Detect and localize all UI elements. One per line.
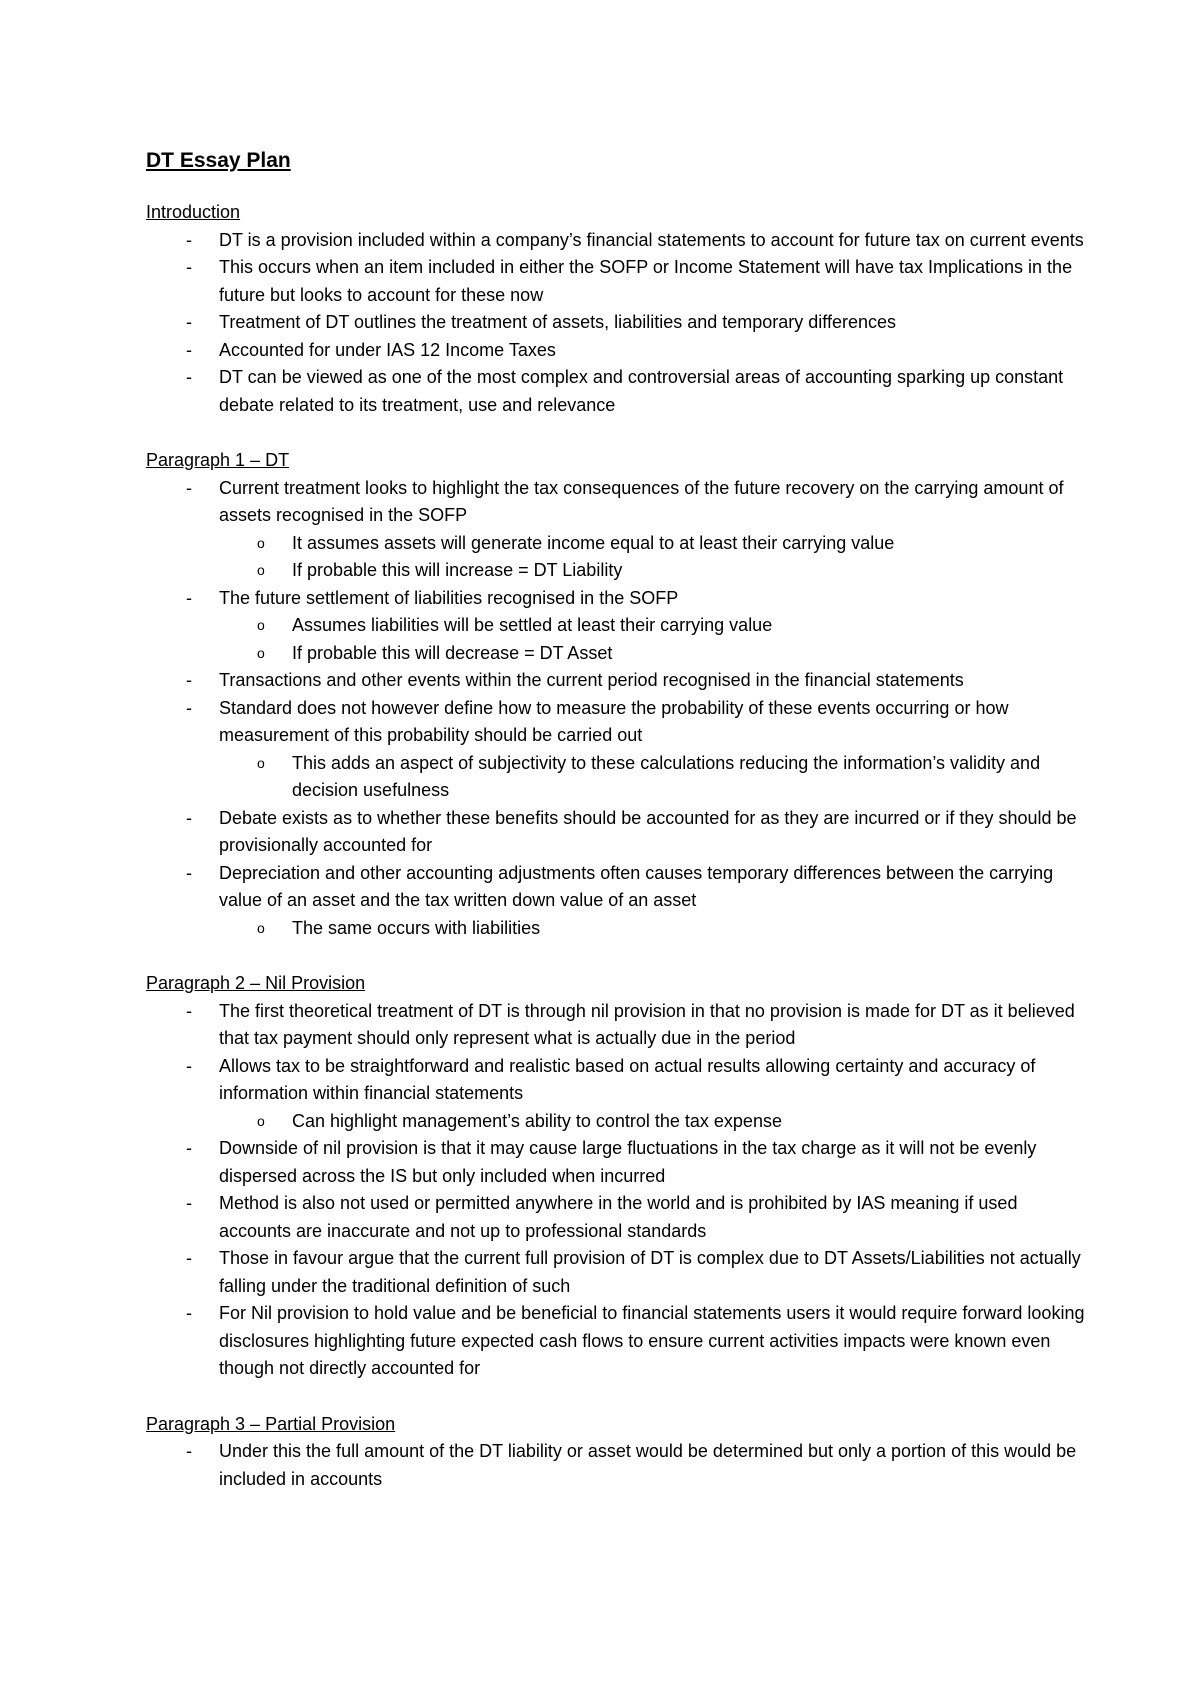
sub-bullet-item [219, 530, 1086, 558]
bullet-list [146, 475, 1086, 943]
sub-bullet-item [219, 915, 1086, 943]
bullet-text: Standard does not however define how to measure the probability of these events occurring or how measurement of this probability should be carried out [219, 697, 1009, 745]
bullet-item [146, 309, 1086, 337]
section [146, 447, 1086, 942]
bullet-item [146, 337, 1086, 365]
dash-bullet-icon: - [186, 1138, 192, 1158]
sections-container [146, 199, 1086, 1493]
circle-bullet-icon: o [257, 617, 265, 633]
bullet-item [146, 254, 1086, 309]
circle-bullet-icon: o [257, 1112, 265, 1129]
bullet-item [146, 667, 1086, 695]
dash-bullet-icon: - [186, 1303, 192, 1323]
bullet-text: Downside of nil provision is that it may cause large fluctuations in the tax charge as it will not be evenly dispersed across the IS but only included when incurred [219, 1138, 1037, 1186]
sub-bullet-text: Can highlight management’s ability to control the tax expense [292, 1110, 782, 1131]
section-heading: Paragraph 3 – Partial Provision [146, 1413, 396, 1434]
bullet-text: The first theoretical treatment of DT is through nil provision in that no provision is made for DT as it believed that tax payment should only represent what is actually due in the period [219, 1000, 1075, 1048]
bullet-item [146, 475, 1086, 585]
dash-bullet-icon: - [186, 862, 192, 883]
dash-bullet-icon: - [186, 1441, 192, 1461]
dash-bullet-icon: - [186, 229, 192, 250]
sub-bullet-list [219, 612, 1086, 667]
sub-bullet-item [219, 750, 1086, 805]
bullet-item [146, 695, 1086, 805]
section [146, 1411, 1086, 1494]
dash-bullet-icon: - [186, 367, 192, 387]
bullet-item [146, 1245, 1086, 1300]
sub-bullet-list [219, 1108, 1086, 1136]
section-heading: Paragraph 2 – Nil Provision [146, 973, 366, 993]
bullet-list [146, 998, 1086, 1383]
bullet-text: For Nil provision to hold value and be beneficial to financial statements users it would require forward looking disclosures highlighting future expected cash flows to ensure current activities impacts were known even though not directly accounted for [219, 1303, 1085, 1378]
bullet-text: Depreciation and other accounting adjustments often causes temporary differences between the carrying value of an asset and the tax written down value of an asset [219, 862, 1054, 910]
dash-bullet-icon: - [186, 697, 192, 718]
bullet-item [146, 1053, 1086, 1136]
sub-bullet-text: If probable this will increase = DT Liability [292, 560, 623, 580]
bullet-text: Allows tax to be straightforward and realistic based on actual results allowing certainty and accuracy of information within financial statements [219, 1055, 1036, 1103]
bullet-text: Method is also not used or permitted anywhere in the world and is prohibited by IAS meaning if used accounts are inaccurate and not up to professional standards [219, 1193, 1018, 1241]
bullet-item [146, 860, 1086, 943]
circle-bullet-icon: o [257, 919, 265, 936]
bullet-item [146, 1190, 1086, 1245]
bullet-item [146, 227, 1086, 255]
circle-bullet-icon: o [257, 534, 265, 551]
bullet-text: Debate exists as to whether these benefits should be accounted for as they are incurred or if they should be provisionally accounted for [219, 807, 1077, 855]
bullet-item [146, 585, 1086, 668]
bullet-text: Under this the full amount of the DT liability or asset would be determined but only a portion of this would be included in accounts [219, 1441, 1077, 1489]
sub-bullet-item [219, 1108, 1086, 1136]
dash-bullet-icon: - [186, 1193, 192, 1213]
sub-bullet-list [219, 915, 1086, 943]
sub-bullet-list [219, 530, 1086, 585]
dash-bullet-icon: - [186, 807, 192, 828]
bullet-item [146, 998, 1086, 1053]
sub-bullet-item [219, 612, 1086, 640]
bullet-item [146, 1438, 1086, 1493]
bullet-item [146, 1300, 1086, 1383]
bullet-item [146, 805, 1086, 860]
dash-bullet-icon: - [186, 257, 192, 277]
bullet-text: DT is a provision included within a company’s financial statements to account for future tax on current events [219, 229, 1084, 250]
sub-bullet-list [219, 750, 1086, 805]
dash-bullet-icon: - [186, 1055, 192, 1076]
bullet-item [146, 364, 1086, 419]
bullet-text: This occurs when an item included in either the SOFP or Income Statement will have tax Implications in the future but looks to account for these now [219, 257, 1073, 305]
dash-bullet-icon: - [186, 587, 192, 608]
dash-bullet-icon: - [186, 1000, 192, 1021]
bullet-text: Treatment of DT outlines the treatment of assets, liabilities and temporary differences [219, 312, 896, 332]
dash-bullet-icon: - [186, 1248, 192, 1268]
section [146, 970, 1086, 1383]
section-heading: Paragraph 1 – DT [146, 450, 290, 470]
dash-bullet-icon: - [186, 477, 192, 498]
sub-bullet-item [219, 640, 1086, 668]
section [146, 199, 1086, 419]
sub-bullet-text: It assumes assets will generate income equal to at least their carrying value [292, 532, 895, 553]
circle-bullet-icon: o [257, 754, 265, 771]
sub-bullet-text: Assumes liabilities will be settled at least their carrying value [292, 615, 773, 635]
document-title: DT Essay Plan [146, 149, 291, 172]
sub-bullet-text: This adds an aspect of subjectivity to these calculations reducing the information’s validity and decision usefulness [292, 752, 1041, 800]
bullet-text: Current treatment looks to highlight the tax consequences of the future recovery on the carrying amount of assets recognised in the SOFP [219, 477, 1064, 525]
bullet-text: Accounted for under IAS 12 Income Taxes [219, 339, 556, 360]
bullet-list [146, 227, 1086, 420]
sub-bullet-text: The same occurs with liabilities [292, 917, 541, 938]
bullet-text: The future settlement of liabilities recognised in the SOFP [219, 587, 679, 608]
dash-bullet-icon: - [186, 339, 192, 360]
dash-bullet-icon: - [186, 670, 192, 690]
section-heading: Introduction [146, 202, 241, 222]
bullet-list [146, 1438, 1086, 1493]
sub-bullet-text: If probable this will decrease = DT Asset [292, 642, 613, 663]
bullet-text: Transactions and other events within the current period recognised in the financial statements [219, 670, 964, 690]
sub-bullet-item [219, 557, 1086, 585]
document-page [146, 146, 1086, 1521]
circle-bullet-icon: o [257, 562, 265, 578]
bullet-text: DT can be viewed as one of the most complex and controversial areas of accounting sparking up constant debate related to its treatment, use and relevance [219, 367, 1064, 415]
bullet-text: Those in favour argue that the current full provision of DT is complex due to DT Assets/Liabilities not actually falling under the traditional definition of such [219, 1248, 1081, 1296]
bullet-item [146, 1135, 1086, 1190]
circle-bullet-icon: o [257, 644, 265, 661]
dash-bullet-icon: - [186, 312, 192, 332]
